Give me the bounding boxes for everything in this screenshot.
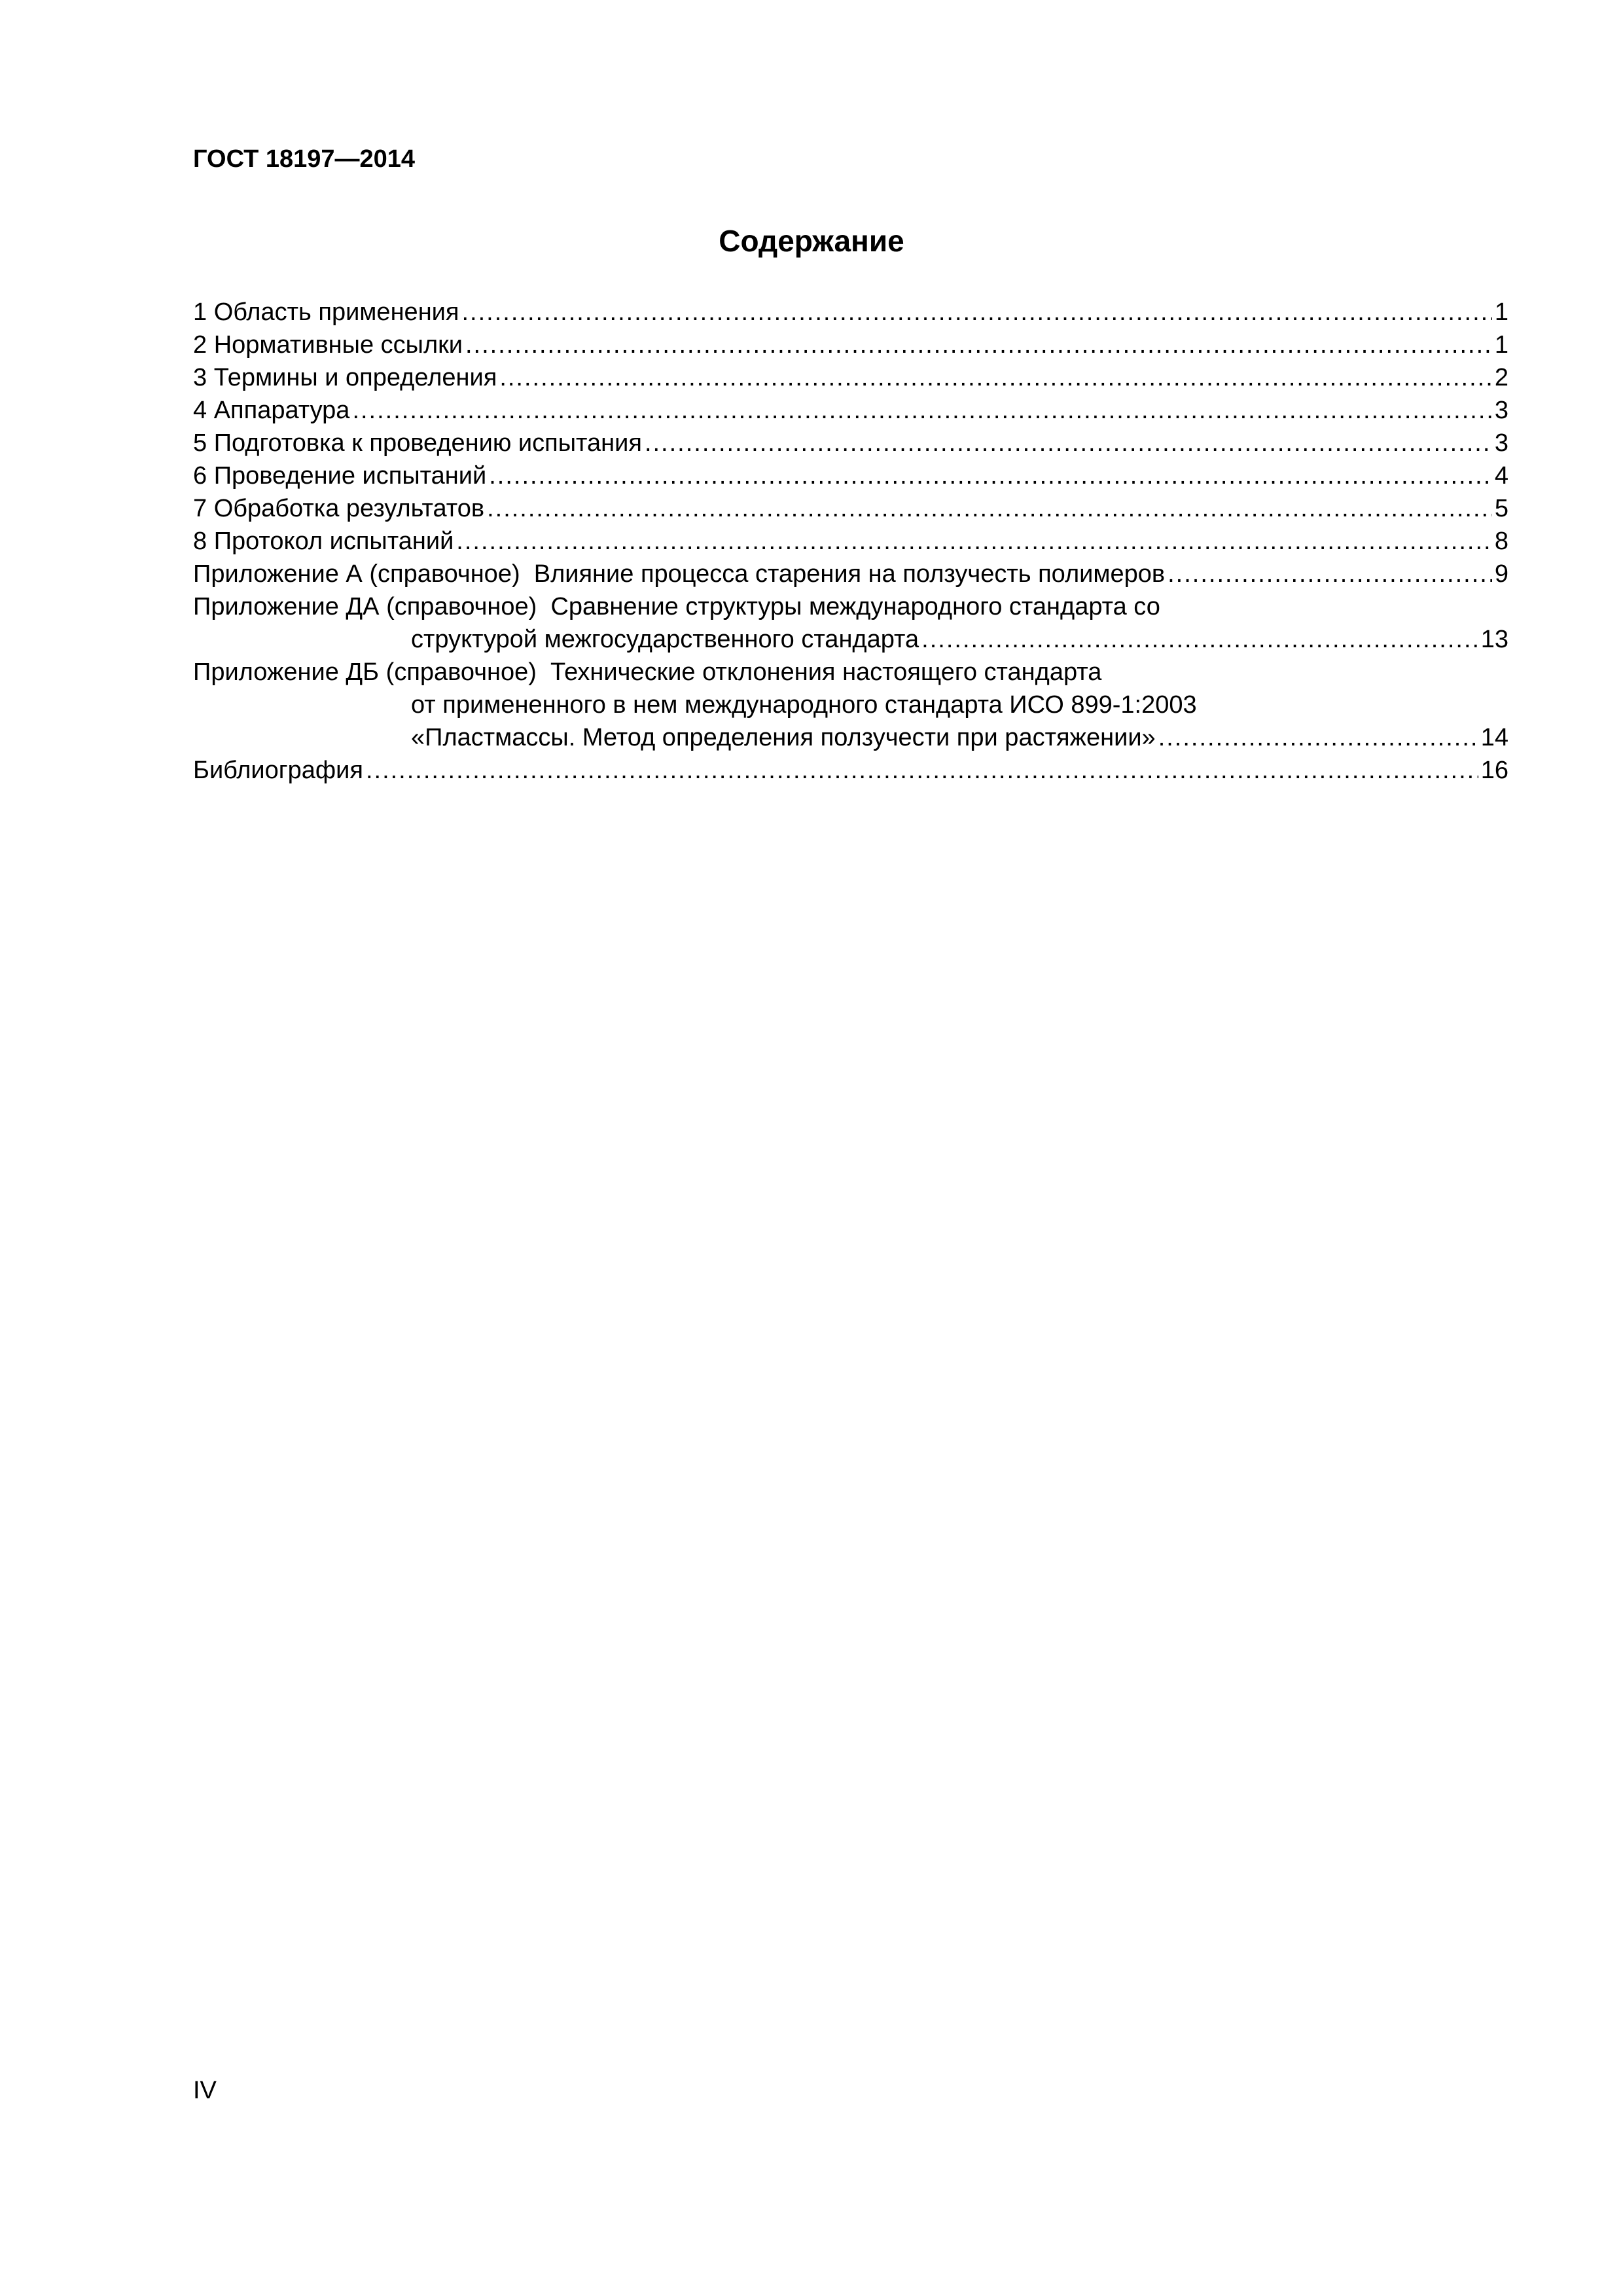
toc-entry-page: 16	[1480, 757, 1508, 784]
toc-entry-page: 1	[1494, 298, 1508, 326]
table-of-contents	[193, 296, 1508, 787]
toc-entry-page: 14	[1480, 724, 1508, 751]
toc-leader-dots	[487, 492, 1492, 525]
toc-entry-label: 3 Термины и определения	[193, 364, 497, 391]
toc-leader-dots	[645, 427, 1492, 459]
toc-entry[interactable]	[193, 590, 1508, 656]
toc-entry-page: 8	[1494, 528, 1508, 555]
toc-entry-page: 2	[1494, 364, 1508, 391]
toc-entry-page: 3	[1494, 397, 1508, 424]
toc-entry[interactable]	[193, 427, 1508, 459]
toc-leader-dots	[921, 623, 1478, 656]
toc-entry-label: Библиография	[193, 757, 363, 784]
toc-leader-dots	[352, 394, 1491, 427]
toc-entry[interactable]	[193, 558, 1508, 590]
toc-entry[interactable]	[193, 754, 1508, 787]
toc-leader-dots	[461, 296, 1491, 329]
toc-entry-label: Приложение ДА (справочное) Сравнение структуры международного стандарта со	[193, 593, 1160, 620]
page-number: IV	[193, 2077, 217, 2104]
toc-entry-page: 1	[1494, 331, 1508, 359]
toc-entry[interactable]	[193, 656, 1508, 754]
toc-entry-label: «Пластмассы. Метод определения ползучести при растяжении»	[411, 724, 1156, 751]
toc-entry[interactable]	[193, 492, 1508, 525]
toc-entry[interactable]	[193, 361, 1508, 394]
toc-leader-dots	[489, 459, 1492, 492]
toc-entry-label: 6 Проведение испытаний	[193, 462, 487, 490]
toc-entry-line	[193, 623, 1508, 656]
toc-entry-label: 4 Аппаратура	[193, 397, 350, 424]
toc-entry-line	[193, 721, 1508, 754]
toc-entry-page: 4	[1494, 462, 1508, 490]
toc-leader-dots	[1158, 721, 1478, 754]
toc-entry-page: 3	[1494, 429, 1508, 457]
toc-entry-label: 7 Обработка результатов	[193, 495, 485, 522]
toc-entry-label: структурой межгосударственного стандарта	[411, 626, 919, 653]
toc-entry[interactable]	[193, 525, 1508, 558]
toc-entry-label: 2 Нормативные ссылки	[193, 331, 463, 359]
toc-entry-label: от примененного в нем международного стандарта ИСО 899-1:2003	[411, 691, 1197, 719]
toc-entry-label: 8 Протокол испытаний	[193, 528, 454, 555]
toc-entry-page: 5	[1494, 495, 1508, 522]
toc-leader-dots	[465, 329, 1492, 361]
toc-entry-label: 1 Область применения	[193, 298, 459, 326]
toc-entry-line	[193, 689, 1508, 721]
toc-leader-dots	[1168, 558, 1492, 590]
toc-leader-dots	[456, 525, 1492, 558]
toc-entry-label: Приложение ДБ (справочное) Технические отклонения настоящего стандарта	[193, 658, 1102, 686]
toc-leader-dots	[499, 361, 1492, 394]
toc-entry-page: 9	[1494, 560, 1508, 588]
toc-title: Содержание	[719, 224, 904, 258]
toc-entry-line	[193, 590, 1508, 623]
toc-entry[interactable]	[193, 394, 1508, 427]
toc-entry[interactable]	[193, 329, 1508, 361]
toc-entry-page: 13	[1480, 626, 1508, 653]
document-header: ГОСТ 18197—2014	[193, 145, 416, 173]
toc-entry[interactable]	[193, 296, 1508, 329]
toc-leader-dots	[366, 754, 1478, 787]
toc-entry-label: Приложение А (справочное) Влияние процесса старения на ползучесть полимеров	[193, 560, 1166, 588]
toc-entry-label: 5 Подготовка к проведению испытания	[193, 429, 642, 457]
toc-entry[interactable]	[193, 459, 1508, 492]
toc-entry-line	[193, 656, 1508, 689]
